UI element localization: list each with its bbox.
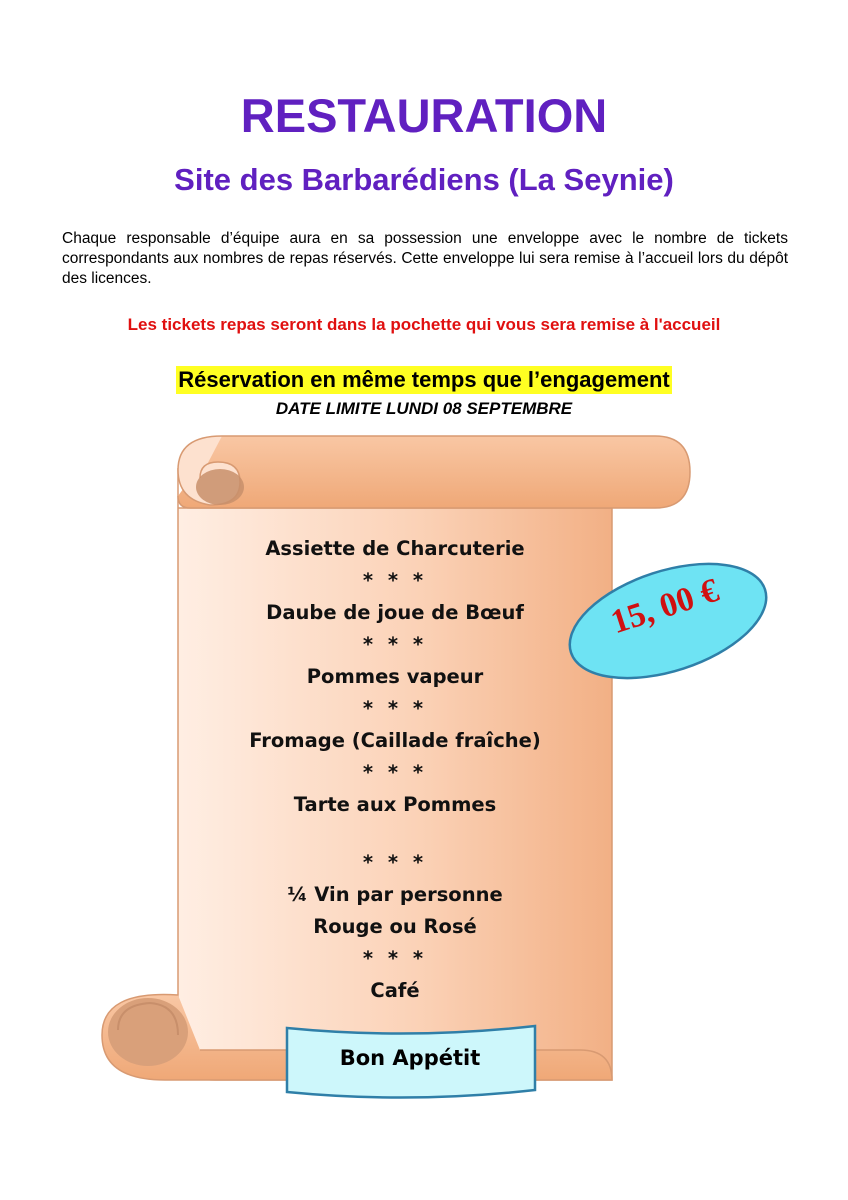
- tickets-notice: Les tickets repas seront dans la pochette qui vous sera remise à l'accueil: [127, 315, 721, 334]
- bon-appetit-label: Bon Appétit: [339, 1046, 481, 1070]
- menu-separator: * * *: [362, 761, 428, 784]
- menu-item: Daube de joue de Bœuf: [266, 601, 524, 624]
- menu-item: ¼ Vin par personne: [287, 883, 503, 906]
- menu-item: Tarte aux Pommes: [293, 793, 497, 816]
- deadline-text: DATE LIMITE LUNDI 08 SEPTEMBRE: [275, 399, 573, 418]
- menu-list: [235, 534, 555, 1008]
- page-title: RESTAURATION: [240, 89, 608, 142]
- reservation-highlight: Réservation en même temps que l’engagement: [178, 367, 670, 392]
- menu-separator: * * *: [362, 947, 428, 970]
- menu-item: Café: [370, 979, 420, 1002]
- menu-item: Assiette de Charcuterie: [265, 537, 525, 560]
- page-subtitle: Site des Barbarédiens (La Seynie): [174, 162, 674, 197]
- menu-item: Rouge ou Rosé: [313, 915, 477, 938]
- menu-separator: * * *: [362, 851, 428, 874]
- menu-item: Pommes vapeur: [306, 665, 484, 688]
- menu-separator: * * *: [362, 697, 428, 720]
- price-label: 15, 00 €: [606, 571, 724, 642]
- menu-gap: [235, 822, 555, 848]
- menu-item: Fromage (Caillade fraîche): [249, 729, 541, 752]
- intro-paragraph: Chaque responsable d’équipe aura en sa possession une enveloppe avec le nombre de tickets correspondants aux nombres de repas réservés. Cette enveloppe lui sera remise à l’accueil lors du dépôt des licences.: [62, 230, 788, 287]
- menu-separator: * * *: [362, 569, 428, 592]
- menu-separator: * * *: [362, 633, 428, 656]
